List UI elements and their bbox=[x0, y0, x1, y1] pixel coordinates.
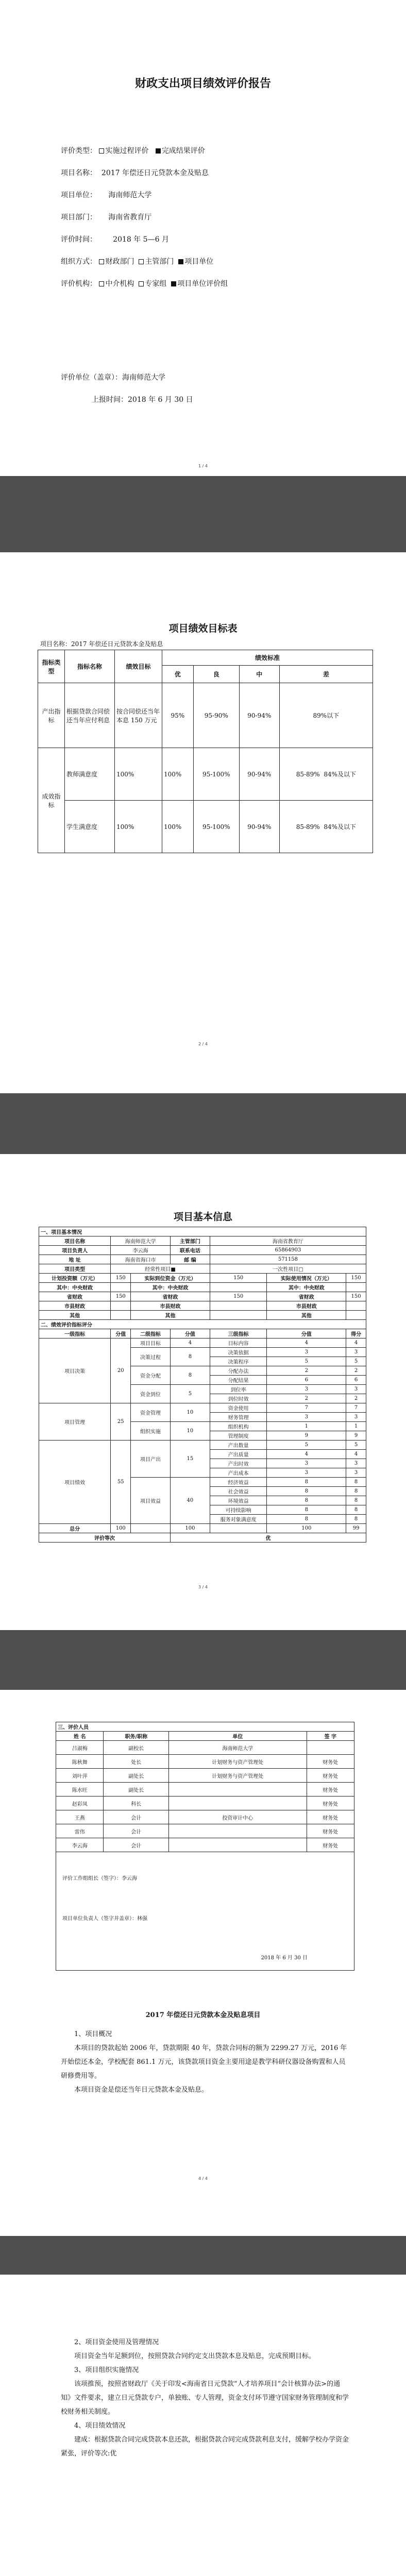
table-row bbox=[56, 1741, 354, 1755]
s3-cell: 3 bbox=[267, 1468, 346, 1478]
table-cell bbox=[279, 801, 373, 853]
label-cell: 其他 bbox=[39, 1311, 111, 1320]
table-row bbox=[38, 801, 373, 853]
label-cell: 项目负责人 bbox=[39, 1246, 111, 1255]
person-title: 副校长 bbox=[104, 1741, 169, 1755]
header-cell: 职务/职称 bbox=[104, 1732, 169, 1741]
checkbox-icon[interactable] bbox=[99, 281, 104, 286]
s3-cell: 9 bbox=[267, 1431, 346, 1440]
group-score-cell: 25 bbox=[111, 1403, 131, 1440]
paragraph: 建成：根据贷款合同完成贷款本息还款，根据贷款合同完成贷款利息支付，缓解学校办学资金紧张，评价等次:优 bbox=[61, 2436, 349, 2458]
goals-table bbox=[38, 650, 373, 853]
person-sign: 财务处 bbox=[307, 1810, 354, 1824]
l3-cell: 分配结果 bbox=[210, 1376, 267, 1385]
label-cell: 市县财政 bbox=[267, 1301, 346, 1311]
org-label: 组织方式： bbox=[61, 258, 97, 266]
page-number: 2 / 4 bbox=[198, 1042, 208, 1046]
agency-option: 中介机构 bbox=[105, 280, 134, 288]
table-cell: 95% bbox=[162, 683, 194, 748]
value-cell: 65864903 bbox=[210, 1246, 366, 1255]
label-cell: 其他 bbox=[131, 1311, 210, 1320]
person-unit: 计划财务与资产管理处 bbox=[169, 1769, 307, 1783]
heading: 4、项目绩效情况 bbox=[74, 2422, 126, 2430]
table-row bbox=[56, 1755, 354, 1769]
group-score-cell: 55 bbox=[111, 1440, 131, 1524]
l3-cell: 组织机构 bbox=[210, 1422, 267, 1431]
page-2 bbox=[0, 552, 406, 1093]
l3-cell: 环境效益 bbox=[210, 1496, 267, 1505]
label-cell: 联系电话 bbox=[170, 1246, 210, 1255]
checkbox-icon[interactable] bbox=[139, 259, 144, 264]
l2-cell: 决策过程 bbox=[131, 1348, 171, 1366]
section-2-4 bbox=[61, 2335, 349, 2461]
label-cell: 实际使用情况（万元） bbox=[267, 1274, 346, 1283]
table-row bbox=[39, 1440, 366, 1450]
total-cell: 100 bbox=[267, 1524, 346, 1533]
page-4 bbox=[0, 1690, 406, 2236]
agency-row bbox=[61, 278, 228, 289]
value-cell: 571158 bbox=[210, 1255, 366, 1264]
checkbox-checked-icon[interactable] bbox=[178, 259, 183, 264]
person-title: 科长 bbox=[104, 1797, 169, 1810]
label-cell: 项目类型 bbox=[39, 1264, 111, 1274]
label-cell: 省财政 bbox=[267, 1292, 346, 1301]
value-cell: 李云海 bbox=[111, 1246, 171, 1255]
person-sign: 财务处 bbox=[307, 1755, 354, 1769]
l3-cell: 产出数量 bbox=[210, 1440, 267, 1450]
table-cell: 95-100% bbox=[193, 801, 239, 853]
poor-value: 85-89% bbox=[296, 823, 320, 831]
l2-cell: 资金到位 bbox=[131, 1385, 171, 1403]
header-cell: 绩效标准 bbox=[162, 650, 373, 666]
l3-cell: 资金使用 bbox=[210, 1403, 267, 1413]
page-5 bbox=[0, 2275, 406, 2576]
evaluator-row bbox=[61, 372, 165, 382]
extra-value: 84%及以下 bbox=[324, 823, 357, 831]
value-cell: 150 bbox=[111, 1292, 131, 1301]
eval-type-label: 评价类型： bbox=[61, 147, 97, 155]
checkbox-checked-icon[interactable] bbox=[171, 281, 176, 286]
s3-cell: 5 bbox=[267, 1357, 346, 1366]
header-cell: 差 bbox=[279, 666, 373, 683]
score-cell: 3 bbox=[346, 1348, 366, 1357]
org-option: 主管部门 bbox=[145, 258, 174, 266]
score-cell: 4 bbox=[346, 1450, 366, 1459]
grade-row bbox=[39, 1533, 366, 1543]
table-row bbox=[56, 1810, 354, 1824]
total-label: 总分 bbox=[39, 1524, 111, 1533]
s2-cell: 40 bbox=[170, 1478, 210, 1524]
s2-cell: 4 bbox=[170, 1338, 210, 1348]
l3-cell: 决策程序 bbox=[210, 1357, 267, 1366]
evaluators-table bbox=[56, 1722, 354, 1971]
header-cell: 分值 bbox=[111, 1329, 131, 1338]
total-cell: 100 bbox=[170, 1524, 210, 1533]
paragraph: 该项推预，按照省财政厅《关于印发<海南省日元贷款“人才培养项目”会计核算办法>的通知》文件要求，建立日元贷款专户，单独账、专人管理，资金支付环节遵守国家财务管理制度和学校财务相关制度。 bbox=[61, 2380, 349, 2416]
grade-value: 优 bbox=[170, 1533, 366, 1543]
person-name: 李云海 bbox=[56, 1838, 104, 1852]
group-cell: 项目决策 bbox=[39, 1338, 111, 1403]
table-row bbox=[56, 1769, 354, 1783]
value-cell: 150 bbox=[210, 1292, 267, 1301]
project-unit-row bbox=[61, 190, 151, 200]
s3-cell: 8 bbox=[267, 1505, 346, 1515]
total-cell: 100 bbox=[111, 1524, 131, 1533]
table-row bbox=[56, 1824, 354, 1838]
value-cell: 150 bbox=[111, 1274, 131, 1283]
header-cell: 指标名称 bbox=[65, 650, 115, 683]
s3-cell: 3 bbox=[267, 1413, 346, 1422]
total-cell: 99 bbox=[346, 1524, 366, 1533]
score-cell: 3 bbox=[346, 1468, 366, 1478]
org-option: 财政部门 bbox=[105, 258, 134, 266]
table-cell: 根据贷款合同偿还当年应付利息 bbox=[65, 683, 115, 748]
s3-cell: 4 bbox=[267, 1450, 346, 1459]
eval-type-option: 完成结果评价 bbox=[161, 147, 205, 155]
extra-value: 84%及以下 bbox=[324, 771, 357, 778]
l3-cell: 可持续影响 bbox=[210, 1505, 267, 1515]
s2-cell: 5 bbox=[170, 1385, 210, 1403]
label-cell: 地 址 bbox=[39, 1255, 111, 1264]
score-cell: 1 bbox=[346, 1422, 366, 1431]
section-heading: 三、评价人员 bbox=[56, 1722, 354, 1732]
l2-cell: 项目效益 bbox=[131, 1478, 171, 1524]
table-cell: 学生满意度 bbox=[65, 801, 115, 853]
score-cell: 8 bbox=[346, 1496, 366, 1505]
paragraph: 本项目资金是偿还当年日元贷款本金及贴息。 bbox=[74, 2086, 209, 2094]
value-cell: 150 bbox=[346, 1292, 366, 1301]
score-cell: 5 bbox=[346, 1357, 366, 1366]
person-name: 刘叶萍 bbox=[56, 1769, 104, 1783]
header-cell: 分值 bbox=[267, 1329, 346, 1338]
label-cell: 其中：中央财政 bbox=[267, 1283, 346, 1292]
project-name: 项目名称：2017 年偿还日元贷款本金及贴息 bbox=[40, 640, 163, 648]
l3-cell: 产出成本 bbox=[210, 1468, 267, 1478]
label-cell: 省财政 bbox=[39, 1292, 111, 1301]
label-cell: 邮 编 bbox=[170, 1255, 210, 1264]
table-cell: 100% bbox=[115, 801, 162, 853]
l2-cell: 资金分配 bbox=[131, 1366, 171, 1385]
s3-cell: 8 bbox=[267, 1487, 346, 1496]
project-name-value: 2017 年偿还日元贷款本金及贴息 bbox=[101, 169, 209, 177]
time-label: 评价时间： bbox=[61, 235, 97, 244]
table-row bbox=[39, 1403, 366, 1413]
table-cell: 100% bbox=[162, 748, 194, 801]
signature-row bbox=[56, 1852, 354, 1971]
table-cell: 90-94% bbox=[239, 683, 279, 748]
person-unit bbox=[169, 1783, 307, 1797]
label-cell: 其中：中央财政 bbox=[39, 1283, 111, 1292]
l3-cell: 到位率 bbox=[210, 1385, 267, 1394]
page-3 bbox=[0, 1154, 406, 1630]
l2-cell: 组织实施 bbox=[131, 1422, 171, 1440]
project-name-label: 项目名称： bbox=[61, 169, 97, 177]
score-cell: 9 bbox=[346, 1431, 366, 1440]
s3-cell: 2 bbox=[267, 1366, 346, 1376]
table-cell: 90-94% bbox=[239, 748, 279, 801]
unit-value: 海南师范大学 bbox=[108, 191, 152, 199]
person-title: 会计 bbox=[104, 1838, 169, 1852]
score-cell: 2 bbox=[346, 1394, 366, 1403]
section-heading: 一、项目基本情况 bbox=[39, 1227, 366, 1236]
time-value: 2018 年 5—6 月 bbox=[113, 235, 169, 244]
s2-cell: 10 bbox=[170, 1403, 210, 1422]
l2-cell: 项目目标 bbox=[131, 1338, 171, 1348]
paragraph: 项目资金当年足额到位，按照贷款合同约定支出贷款本息及贴息，完成预期目标。 bbox=[74, 2352, 316, 2360]
person-name: 吕淑梅 bbox=[56, 1741, 104, 1755]
page-number: 4 / 4 bbox=[198, 2176, 208, 2181]
header-cell: 签 字 bbox=[307, 1732, 354, 1741]
header-cell: 得分 bbox=[346, 1329, 366, 1338]
score-cell: 8 bbox=[346, 1515, 366, 1524]
score-cell: 3 bbox=[346, 1413, 366, 1422]
report-title: 2017 年偿还日元贷款本金及贴息项目 bbox=[145, 2011, 261, 2019]
s3-cell: 8 bbox=[267, 1478, 346, 1487]
s3-cell: 1 bbox=[267, 1422, 346, 1431]
l2-cell: 项目产出 bbox=[131, 1440, 171, 1478]
l3-cell: 产出质量 bbox=[210, 1450, 267, 1459]
project-dept-row bbox=[61, 212, 151, 222]
table-cell: 89%以下 bbox=[279, 683, 373, 748]
value-cell: 150 bbox=[346, 1274, 366, 1283]
label-cell: 实际到位资金（万元） bbox=[131, 1274, 210, 1283]
agency-label: 评价机构： bbox=[61, 280, 97, 288]
value-cell: 150 bbox=[210, 1274, 267, 1283]
table-row bbox=[56, 1797, 354, 1810]
l3-cell: 服务对象满意度 bbox=[210, 1515, 267, 1524]
checkbox-icon[interactable] bbox=[99, 259, 104, 264]
header-cell: 一级指标 bbox=[39, 1329, 111, 1338]
sign-date: 2018 年 6 月 30 日 bbox=[261, 1955, 308, 1961]
label-cell: 其他 bbox=[267, 1311, 346, 1320]
label-cell: 其中：中央财政 bbox=[131, 1283, 210, 1292]
person-name: 陈水旺 bbox=[56, 1783, 104, 1797]
label-cell: 省财政 bbox=[131, 1292, 210, 1301]
person-sign: 财务处 bbox=[307, 1838, 354, 1852]
dept-label: 项目部门： bbox=[61, 213, 97, 222]
person-unit bbox=[169, 1797, 307, 1810]
checkbox-icon[interactable] bbox=[99, 148, 104, 154]
org-row bbox=[61, 256, 213, 266]
s3-cell: 3 bbox=[267, 1459, 346, 1468]
table-cell: 成效指标 bbox=[38, 748, 65, 853]
header-cell: 优 bbox=[162, 666, 194, 683]
header-cell: 单位 bbox=[169, 1732, 307, 1741]
table-cell: 教师满意度 bbox=[65, 748, 115, 801]
s3-cell: 2 bbox=[267, 1394, 346, 1403]
person-title: 处长 bbox=[104, 1755, 169, 1769]
poor-value: 85-89% bbox=[296, 771, 320, 778]
header-cell: 中 bbox=[239, 666, 279, 683]
score-cell: 3 bbox=[346, 1385, 366, 1394]
label-cell: 计划投资额（万元） bbox=[39, 1274, 111, 1283]
person-title: 会计 bbox=[104, 1824, 169, 1838]
table-row bbox=[56, 1838, 354, 1852]
score-cell: 5 bbox=[346, 1440, 366, 1450]
person-sign: 财务处 bbox=[307, 1783, 354, 1797]
person-unit: 海南师范大学 bbox=[169, 1741, 307, 1755]
label-cell: 市县财政 bbox=[39, 1301, 111, 1311]
checkbox-checked-icon[interactable] bbox=[156, 148, 161, 154]
leader-sign: 评价工作组组长（签字）：李云海 bbox=[62, 1876, 137, 1882]
label-cell: 主管部门 bbox=[170, 1236, 210, 1246]
table-cell: 产出指标 bbox=[38, 683, 65, 748]
s3-cell: 5 bbox=[267, 1440, 346, 1450]
score-cell: 6 bbox=[346, 1376, 366, 1385]
s3-cell: 3 bbox=[267, 1348, 346, 1357]
l2-cell: 资金管理 bbox=[131, 1403, 171, 1422]
header-cell: 分值 bbox=[170, 1329, 210, 1338]
eval-type-option: 实施过程评价 bbox=[105, 147, 149, 155]
agency-option: 项目单位评价组 bbox=[177, 280, 228, 288]
table-cell: 90-94% bbox=[239, 801, 279, 853]
table-row bbox=[56, 1783, 354, 1797]
unit-label: 项目单位： bbox=[61, 191, 97, 199]
grade-label: 评价等次 bbox=[39, 1533, 171, 1543]
l3-cell: 社会效益 bbox=[210, 1487, 267, 1496]
person-sign: 财务处 bbox=[307, 1824, 354, 1838]
checkbox-icon[interactable] bbox=[139, 281, 144, 286]
l3-cell: 财务管理 bbox=[210, 1413, 267, 1422]
table-row bbox=[39, 1338, 366, 1348]
header-cell: 姓 名 bbox=[56, 1732, 104, 1741]
page-title: 项目绩效目标表 bbox=[168, 623, 238, 634]
person-sign bbox=[307, 1741, 354, 1755]
value-cell: 经常性项目■ bbox=[111, 1264, 210, 1274]
page-number: 3 / 4 bbox=[198, 1585, 208, 1589]
label-cell: 市县财政 bbox=[131, 1301, 210, 1311]
section-heading: 二、绩效评价指标评分 bbox=[39, 1320, 366, 1329]
s3-cell: 3 bbox=[267, 1385, 346, 1394]
group-cell: 项目绩效 bbox=[39, 1440, 111, 1524]
s3-cell: 8 bbox=[267, 1515, 346, 1524]
value-cell: 海南师范大学 bbox=[111, 1236, 171, 1246]
l3-cell: 到位时效 bbox=[210, 1394, 267, 1403]
signature-cell bbox=[56, 1852, 354, 1971]
score-cell: 3 bbox=[346, 1459, 366, 1468]
person-unit: 投资审计中心 bbox=[169, 1810, 307, 1824]
person-name: 陈秋舞 bbox=[56, 1755, 104, 1769]
heading: 1、项目概况 bbox=[74, 2030, 112, 2038]
heading: 2、项目资金使用及管理情况 bbox=[74, 2338, 159, 2346]
agency-option: 专家组 bbox=[145, 280, 167, 288]
total-row bbox=[39, 1524, 366, 1533]
table-cell bbox=[279, 748, 373, 801]
person-name: 雷伟 bbox=[56, 1824, 104, 1838]
label-cell: 项目名称 bbox=[39, 1236, 111, 1246]
header-cell: 指标类型 bbox=[38, 650, 65, 683]
l3-cell: 经济效益 bbox=[210, 1478, 267, 1487]
evaluator-value: 海南师范大学 bbox=[122, 374, 165, 382]
page-1 bbox=[0, 0, 406, 476]
s3-cell: 6 bbox=[267, 1376, 346, 1385]
paragraph: 本项目的贷款起始 2006 年，贷款期限 40 年，贷款合同标的额为 2299.27 万元，2016 年开始偿还本金，学校配套 861.1 万元，该贷款项目资金主要用途是教学科研仪器设备购置和人员研修费用等。 bbox=[61, 2044, 347, 2080]
s2-cell: 8 bbox=[170, 1348, 210, 1366]
l3-cell: 决策依据 bbox=[210, 1348, 267, 1357]
table-cell: 95-90% bbox=[193, 683, 239, 748]
basic-info-table bbox=[39, 1227, 366, 1543]
l3-cell: 分配办法 bbox=[210, 1366, 267, 1376]
l3-cell: 目标内容 bbox=[210, 1338, 267, 1348]
person-sign: 财务处 bbox=[307, 1769, 354, 1783]
s2-cell: 15 bbox=[170, 1440, 210, 1478]
group-cell: 项目管理 bbox=[39, 1403, 111, 1440]
table-cell: 按合同偿还当年本息 150 万元 bbox=[115, 683, 162, 748]
dept-value: 海南省教育厅 bbox=[108, 213, 152, 222]
value-cell: 海南省海口市 bbox=[111, 1255, 171, 1264]
table-cell: 100% bbox=[162, 801, 194, 853]
eval-type-row bbox=[61, 145, 205, 156]
evaluator-label: 评价单位（盖章）： bbox=[61, 374, 122, 382]
header-cell: 三级指标 bbox=[210, 1329, 267, 1338]
s2-cell: 8 bbox=[170, 1366, 210, 1385]
header-cell: 良 bbox=[193, 666, 239, 683]
heading: 3、项目组织实施情况 bbox=[74, 2366, 139, 2374]
page-title: 项目基本信息 bbox=[173, 1211, 232, 1223]
person-title: 副处长 bbox=[104, 1769, 169, 1783]
person-title: 会计 bbox=[104, 1810, 169, 1824]
person-title: 副处长 bbox=[104, 1783, 169, 1797]
score-cell: 8 bbox=[346, 1478, 366, 1487]
report-title: 财政支出项目绩效评价报告 bbox=[134, 77, 271, 90]
header-cell: 绩效目标 bbox=[115, 650, 162, 683]
s2-cell: 10 bbox=[170, 1422, 210, 1440]
value-cell: 一次性项目□ bbox=[210, 1264, 366, 1274]
person-sign: 财务处 bbox=[307, 1797, 354, 1810]
group-score-cell: 20 bbox=[111, 1338, 131, 1403]
score-cell: 8 bbox=[346, 1487, 366, 1496]
value-cell: 海南省教育厅 bbox=[210, 1236, 366, 1246]
l3-cell: 管理制度 bbox=[210, 1431, 267, 1440]
header-cell: 二级指标 bbox=[131, 1329, 171, 1338]
table-row bbox=[38, 748, 373, 801]
s3-cell: 7 bbox=[267, 1403, 346, 1413]
page-number: 1 / 4 bbox=[198, 464, 208, 468]
person-unit: 计划财务与资产管理处 bbox=[169, 1755, 307, 1769]
score-cell: 2 bbox=[346, 1366, 366, 1376]
eval-time-row bbox=[61, 234, 169, 244]
table-cell: 95-100% bbox=[193, 748, 239, 801]
s3-cell: 8 bbox=[267, 1496, 346, 1505]
org-option: 项目单位 bbox=[184, 258, 214, 266]
person-name: 王燕 bbox=[56, 1810, 104, 1824]
person-unit bbox=[169, 1824, 307, 1838]
table-cell: 100% bbox=[115, 748, 162, 801]
l3-cell: 产出时效 bbox=[210, 1459, 267, 1468]
person-name: 赵彩凤 bbox=[56, 1797, 104, 1810]
section-1 bbox=[61, 2027, 349, 2097]
project-name-row bbox=[61, 167, 209, 178]
report-date: 上报时间：2018 年 6 月 30 日 bbox=[92, 396, 193, 404]
person-unit bbox=[169, 1838, 307, 1852]
score-cell: 7 bbox=[346, 1403, 366, 1413]
s3-cell: 4 bbox=[267, 1338, 346, 1348]
unit-leader-sign: 项目单位负责人（签字并盖章）：林强 bbox=[62, 1916, 147, 1922]
score-cell: 4 bbox=[346, 1338, 366, 1348]
table-row bbox=[38, 683, 373, 748]
score-cell: 8 bbox=[346, 1505, 366, 1515]
